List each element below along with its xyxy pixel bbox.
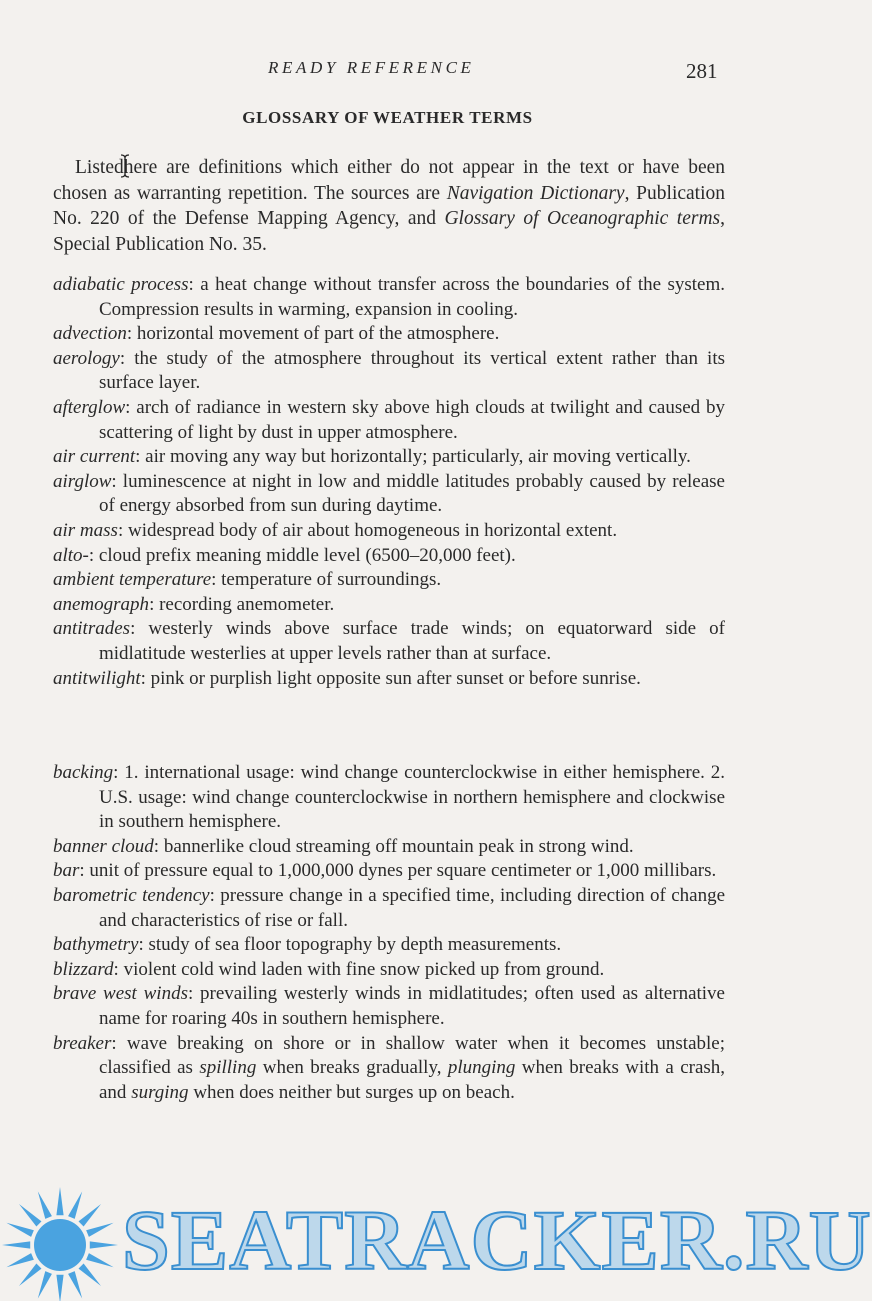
- glossary-term: airglow: [53, 470, 112, 492]
- glossary-term: plunging: [447, 1057, 516, 1079]
- glossary-definition: when breaks with a crash, and: [99, 1057, 726, 1103]
- sun-ray: [86, 1223, 113, 1237]
- glossary-entry: [53, 396, 725, 445]
- sun-ray: [68, 1271, 82, 1298]
- glossary-definition: : temperature of surroundings.: [211, 569, 442, 591]
- glossary-definition: : cloud prefix meaning middle level (6500–20,000 feet).: [88, 544, 516, 566]
- glossary-definition: : horizontal movement of part of the atmosphere.: [126, 323, 500, 345]
- sun-ray: [68, 1191, 82, 1218]
- glossary-definition: : pressure change in a specified time, including direction of change and characteristics of rise or fall.: [99, 884, 725, 931]
- glossary-entry: [53, 470, 725, 519]
- sun-ray: [38, 1271, 52, 1298]
- glossary-definition: : widespread body of air about homogeneous in horizontal extent.: [117, 519, 618, 541]
- intro-text: Listed: [75, 157, 124, 178]
- glossary-definition: when does neither but surges up on beach.: [193, 1081, 515, 1103]
- glossary-term: bar: [53, 860, 80, 882]
- source-title: Navigation Dictionary: [446, 182, 625, 204]
- glossary-term: air mass: [53, 519, 118, 541]
- glossary-group-b: [53, 761, 725, 1105]
- glossary-definition: : prevailing westerly winds in midlatitudes; often used as alternative name for roaring 40s in southern hemisphere.: [99, 983, 725, 1029]
- glossary-term: alto-: [53, 544, 89, 566]
- glossary-entry: [53, 835, 725, 860]
- glossary-term: barometric tendency: [53, 884, 210, 906]
- glossary-entry: [53, 273, 725, 322]
- glossary-term: anemograph: [53, 593, 150, 615]
- glossary-definition: : westerly winds above surface trade winds; on equatorward side of midlatitude westerlies at upper levels rather than at surface.: [99, 618, 725, 664]
- glossary-entry: [53, 884, 725, 933]
- glossary-entry: [53, 617, 725, 666]
- intro-paragraph: [53, 155, 725, 257]
- glossary-entry: [53, 1032, 725, 1106]
- glossary-definition: : air moving any way but horizontally; particularly, air moving vertically.: [135, 446, 691, 468]
- glossary-definition: : wave breaking on shore or in shallow water when it becomes unstable; classified as: [99, 1032, 725, 1079]
- glossary-definition: : bannerlike cloud streaming off mountain peak in strong wind.: [153, 835, 634, 857]
- running-head: READY REFERENCE: [268, 58, 475, 77]
- glossary-entry: [53, 519, 725, 544]
- glossary-definition: : 1. international usage: wind change counterclockwise in either hemisphere. 2. U.S. usage: wind change counterclockwise in northern hemisphere and clockwise in southern hemisphere.: [99, 762, 725, 833]
- glossary-entry: [53, 322, 725, 347]
- intro-text: here are definitions which either do not appear in the text or have been chosen as warranting repetition. The sources are: [53, 157, 725, 204]
- glossary-term: antitwilight: [53, 667, 141, 689]
- glossary-term: bathymetry: [53, 934, 139, 956]
- sun-ray: [56, 1275, 63, 1301]
- sun-ray: [86, 1253, 113, 1267]
- glossary-definition: : violent cold wind laden with fine snow picked up from ground.: [113, 958, 605, 980]
- glossary-term: advection: [53, 323, 127, 345]
- sun-ray: [19, 1204, 41, 1226]
- glossary-group-a: [53, 273, 725, 691]
- glossary-definition: : unit of pressure equal to 1,000,000 dynes per square centimeter or 1,000 millibars.: [79, 860, 717, 882]
- page-title: GLOSSARY OF WEATHER TERMS: [242, 108, 533, 127]
- page-number: 281: [686, 59, 718, 83]
- glossary-entry: [53, 958, 725, 983]
- sun-ray: [6, 1223, 33, 1237]
- glossary-term: spilling: [199, 1057, 257, 1079]
- intro-text: , Publication No. 220 of the Defense Mapping Agency, and: [53, 182, 726, 229]
- glossary-term: backing: [53, 762, 114, 783]
- glossary-term: brave west winds: [53, 983, 188, 1005]
- glossary-term: ambient temperature: [53, 569, 212, 591]
- sun-ray: [2, 1241, 30, 1248]
- sun-ray: [56, 1187, 63, 1215]
- glossary-definition: : a heat change without transfer across the boundaries of the system. Compression results in warming, expansion in cooling.: [99, 274, 725, 320]
- glossary-term: air current: [53, 446, 136, 468]
- glossary-term: aerology: [53, 347, 120, 369]
- glossary-term: surging: [131, 1081, 189, 1103]
- glossary-term: antitrades: [53, 618, 131, 640]
- glossary-definition: : recording anemometer.: [149, 593, 335, 615]
- sun-ray: [38, 1191, 52, 1218]
- glossary-definition: : study of sea floor topography by depth measurements.: [138, 934, 562, 956]
- glossary-definition: : luminescence at night in low and middle latitudes probably caused by release of energy absorbed from sun during daytime.: [99, 470, 725, 517]
- glossary-entry: [53, 544, 725, 569]
- sun-ray: [79, 1204, 101, 1226]
- source-title: Glossary of Oceanographic terms: [444, 208, 721, 229]
- glossary-term: afterglow: [53, 396, 126, 418]
- glossary-entry: [53, 933, 725, 958]
- glossary-definition: : pink or purplish light opposite sun after sunset or before sunrise.: [140, 667, 641, 689]
- sun-ray: [90, 1241, 118, 1248]
- glossary-term: breaker: [53, 1032, 112, 1054]
- glossary-entry: [53, 859, 725, 884]
- glossary-definition: : arch of radiance in western sky above high clouds at twilight and caused by scattering of light by dust in upper atmosphere.: [99, 396, 725, 443]
- watermark: SEATRACKER.RU: [122, 1192, 872, 1288]
- glossary-entry: [53, 593, 725, 618]
- glossary-entry: [53, 761, 725, 835]
- sun-ray: [6, 1253, 33, 1267]
- sun-ray: [79, 1264, 101, 1286]
- glossary-term: banner cloud: [53, 835, 154, 857]
- sun-ray: [19, 1264, 41, 1286]
- glossary-entry: [53, 347, 725, 396]
- glossary-term: adiabatic process: [53, 274, 189, 295]
- sun-logo-icon: [0, 1185, 120, 1301]
- glossary-term: blizzard: [53, 958, 114, 980]
- glossary-entry: [53, 568, 725, 593]
- glossary-entry: [53, 445, 725, 470]
- glossary-entry: [53, 667, 725, 692]
- glossary-definition: : the study of the atmosphere throughout its vertical extent rather than its surface layer.: [99, 347, 725, 394]
- glossary-definition: when breaks gradually,: [262, 1057, 442, 1079]
- glossary-entry: [53, 982, 725, 1031]
- intro-text: , Special Publication No. 35.: [53, 208, 725, 255]
